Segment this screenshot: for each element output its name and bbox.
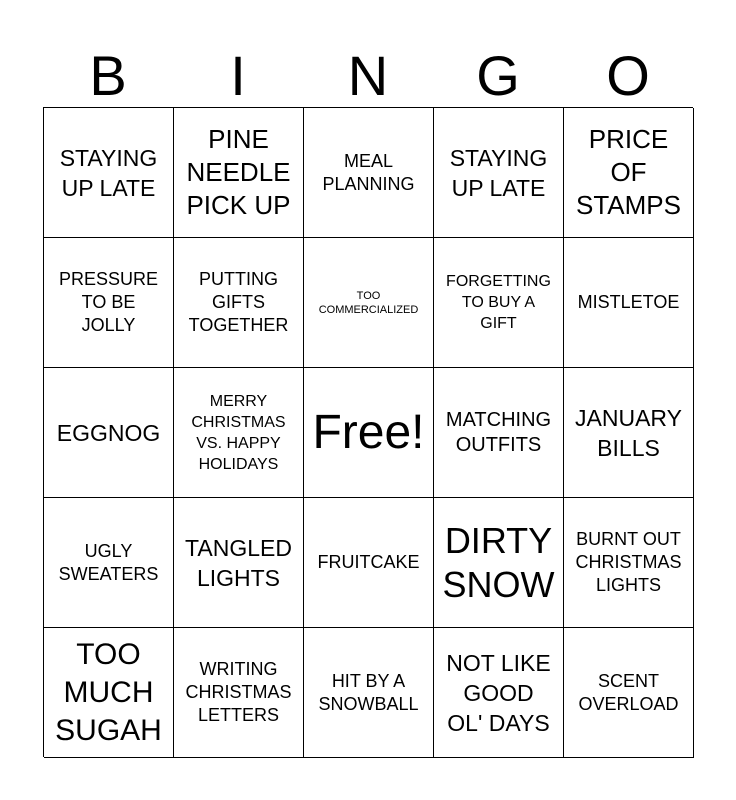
bingo-cell[interactable]: HIT BY A SNOWBALL [304, 628, 434, 758]
bingo-cell[interactable]: NOT LIKE GOOD OL' DAYS [434, 628, 564, 758]
bingo-cell[interactable]: MISTLETOE [564, 238, 694, 368]
bingo-cell[interactable]: STAYING UP LATE [44, 108, 174, 238]
header-letter-b: B [89, 44, 127, 107]
bingo-cell[interactable]: PUTTING GIFTS TOGETHER [174, 238, 304, 368]
header-letter-o: O [606, 44, 650, 107]
bingo-card-grid [43, 107, 693, 757]
bingo-cell[interactable]: STAYING UP LATE [434, 108, 564, 238]
header-letter-g: G [476, 44, 520, 107]
bingo-cell[interactable]: SCENT OVERLOAD [564, 628, 694, 758]
bingo-cell[interactable]: MATCHING OUTFITS [434, 368, 564, 498]
header-letter-i: I [230, 44, 246, 107]
bingo-cell[interactable]: DIRTY SNOW [434, 498, 564, 628]
bingo-cell[interactable]: BURNT OUT CHRISTMAS LIGHTS [564, 498, 694, 628]
bingo-cell[interactable]: UGLY SWEATERS [44, 498, 174, 628]
free-space-cell[interactable]: Free! [304, 368, 434, 498]
bingo-cell[interactable]: EGGNOG [44, 368, 174, 498]
bingo-cell[interactable]: PRESSURE TO BE JOLLY [44, 238, 174, 368]
bingo-cell[interactable]: MEAL PLANNING [304, 108, 434, 238]
bingo-cell[interactable]: TOO MUCH SUGAH [44, 628, 174, 758]
header-letter-n: N [347, 44, 389, 107]
bingo-cell[interactable]: PINE NEEDLE PICK UP [174, 108, 304, 238]
bingo-cell[interactable]: PRICE OF STAMPS [564, 108, 694, 238]
bingo-cell[interactable]: TOO COMMERCIALIZED [304, 238, 434, 368]
bingo-cell[interactable]: WRITING CHRISTMAS LETTERS [174, 628, 304, 758]
bingo-cell[interactable]: MERRY CHRISTMAS VS. HAPPY HOLIDAYS [174, 368, 304, 498]
bingo-cell[interactable]: FORGETTING TO BUY A GIFT [434, 238, 564, 368]
bingo-header [43, 44, 693, 108]
bingo-cell[interactable]: JANUARY BILLS [564, 368, 694, 498]
bingo-cell[interactable]: TANGLED LIGHTS [174, 498, 304, 628]
bingo-cell[interactable]: FRUITCAKE [304, 498, 434, 628]
